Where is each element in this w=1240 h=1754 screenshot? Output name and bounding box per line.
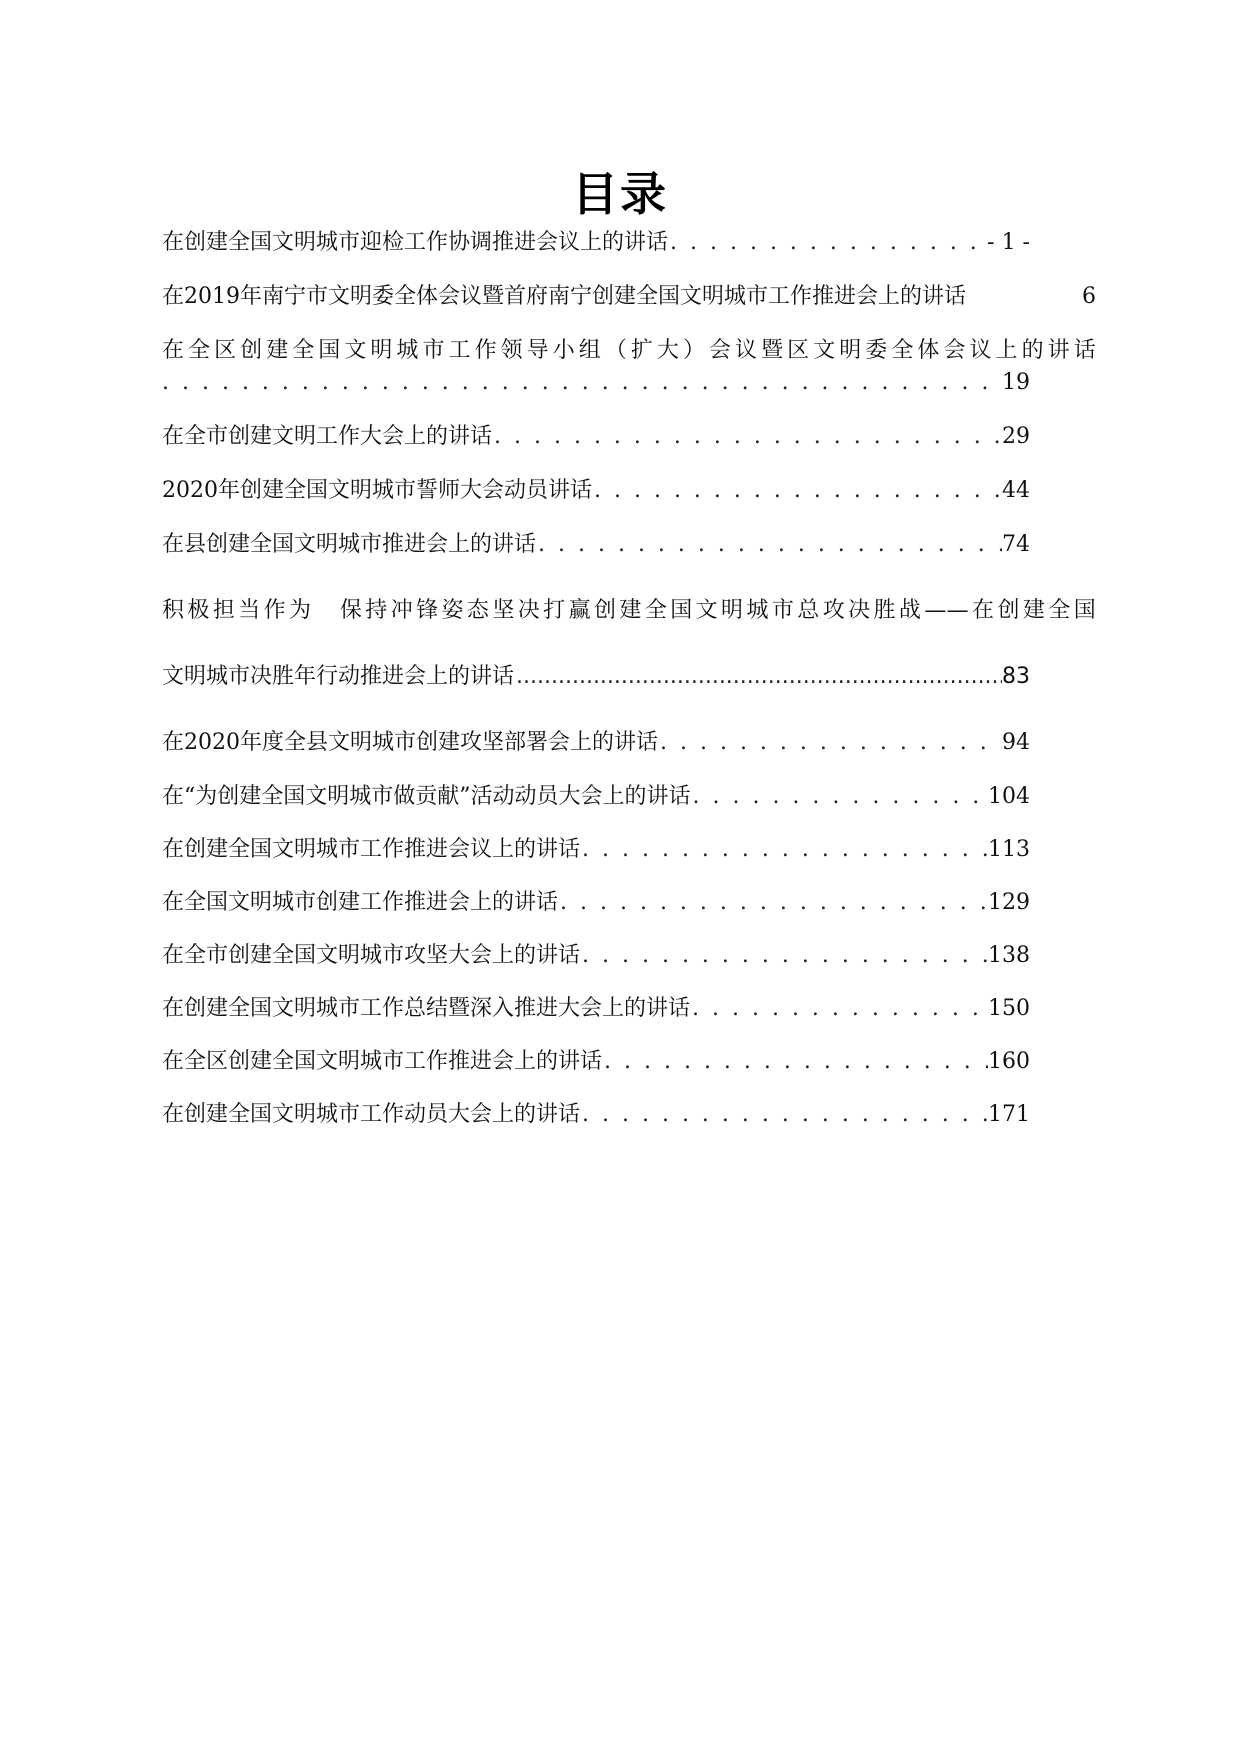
toc-entry-title: 在全区创建全国文明城市工作领导小组（扩大）会议暨区文明委全体会议上的讲话 [162, 338, 1096, 363]
toc-entry-title: 在创建全国文明城市迎检工作协调推进会议上的讲话 [162, 230, 669, 255]
toc-entry-title: 在创建全国文明城市工作动员大会上的讲话 [162, 1102, 581, 1127]
toc-entry[interactable] [162, 228, 1030, 258]
toc-entry-title: 在全市创建全国文明城市攻坚大会上的讲话 [162, 943, 581, 968]
toc-entry-title: 积极担当作为 保持冲锋姿态坚决打赢创建全国文明城市总攻决胜战——在创建全国 [162, 598, 1096, 623]
toc-entry-title: 在创建全国文明城市工作推进会议上的讲话 [162, 837, 581, 862]
toc-entry-page: 138 [988, 943, 1030, 968]
toc-entry[interactable] [162, 941, 1030, 971]
toc-entry-page: 74 [1002, 532, 1030, 557]
dot-leader [162, 368, 1002, 398]
toc-entry-line-1[interactable] [162, 336, 1096, 366]
toc-entry-page: 129 [988, 890, 1030, 915]
toc-entry-page: 44 [1002, 478, 1030, 503]
dot-leader [514, 662, 1002, 692]
toc-entry-line-1[interactable] [162, 596, 1096, 626]
toc-entry[interactable] [162, 530, 1030, 560]
toc-entry-page: 29 [1002, 424, 1030, 449]
toc-entry-page: - 1 - [987, 230, 1030, 255]
toc-entry[interactable] [162, 782, 1030, 812]
toc-entry-page: 83 [1002, 664, 1030, 689]
toc-entry[interactable] [162, 728, 1030, 758]
toc-entry-line-2[interactable] [162, 368, 1030, 398]
dot-leader [658, 728, 1002, 758]
toc-entry-title: 在全区创建全国文明城市工作推进会上的讲话 [162, 1049, 603, 1074]
dot-leader [492, 422, 1002, 452]
toc-entry[interactable] [162, 994, 1030, 1024]
toc-entry-page: 171 [988, 1102, 1030, 1127]
toc-entry[interactable] [162, 835, 1030, 865]
toc-entry-title: 在“为创建全国文明城市做贡献”活动动员大会上的讲话 [162, 784, 691, 809]
toc-entry[interactable] [162, 1100, 1030, 1130]
dot-leader [690, 994, 988, 1024]
toc-entry-title-continued: 文明城市决胜年行动推进会上的讲话 [162, 664, 515, 689]
toc-entry[interactable] [162, 1047, 1030, 1077]
dot-leader [580, 835, 988, 865]
toc-entry-title: 2020年创建全国文明城市誓师大会动员讲话 [162, 478, 592, 503]
toc-entry-title: 在全国文明城市创建工作推进会上的讲话 [162, 890, 559, 915]
toc-entry-title: 在全市创建文明工作大会上的讲话 [162, 424, 493, 449]
toc-entry-page: 19 [1002, 370, 1030, 395]
toc-entry[interactable] [162, 422, 1030, 452]
dot-leader [691, 782, 989, 812]
toc-entry-page: 6 [1082, 284, 1096, 309]
dot-leader [580, 941, 988, 971]
toc-entry-title: 在2020年度全县文明城市创建攻坚部署会上的讲话 [162, 730, 658, 755]
toc-entry[interactable] [162, 888, 1030, 918]
toc-entry-page: 150 [988, 996, 1030, 1021]
dot-leader [602, 1047, 988, 1077]
toc-entry[interactable] [162, 476, 1030, 506]
toc-entry[interactable] [162, 282, 1096, 312]
toc-entry-title: 在2019年南宁市文明委全体会议暨首府南宁创建全国文明城市工作推进会上的讲话 [162, 284, 966, 309]
toc-entry-page: 94 [1002, 730, 1030, 755]
toc-entry-page: 104 [988, 784, 1030, 809]
dot-leader [668, 228, 987, 258]
toc-entry-title: 在县创建全国文明城市推进会上的讲话 [162, 532, 537, 557]
dot-leader [580, 1100, 988, 1130]
toc-entry-page: 113 [988, 837, 1030, 862]
dot-leader [592, 476, 1002, 506]
dot-leader [536, 530, 1002, 560]
toc-entry-line-2[interactable] [162, 662, 1030, 692]
toc-entry-page: 160 [988, 1049, 1030, 1074]
toc-title: 目录 [572, 167, 668, 221]
dot-leader [558, 888, 988, 918]
toc-entry-title: 在创建全国文明城市工作总结暨深入推进大会上的讲话 [162, 996, 691, 1021]
